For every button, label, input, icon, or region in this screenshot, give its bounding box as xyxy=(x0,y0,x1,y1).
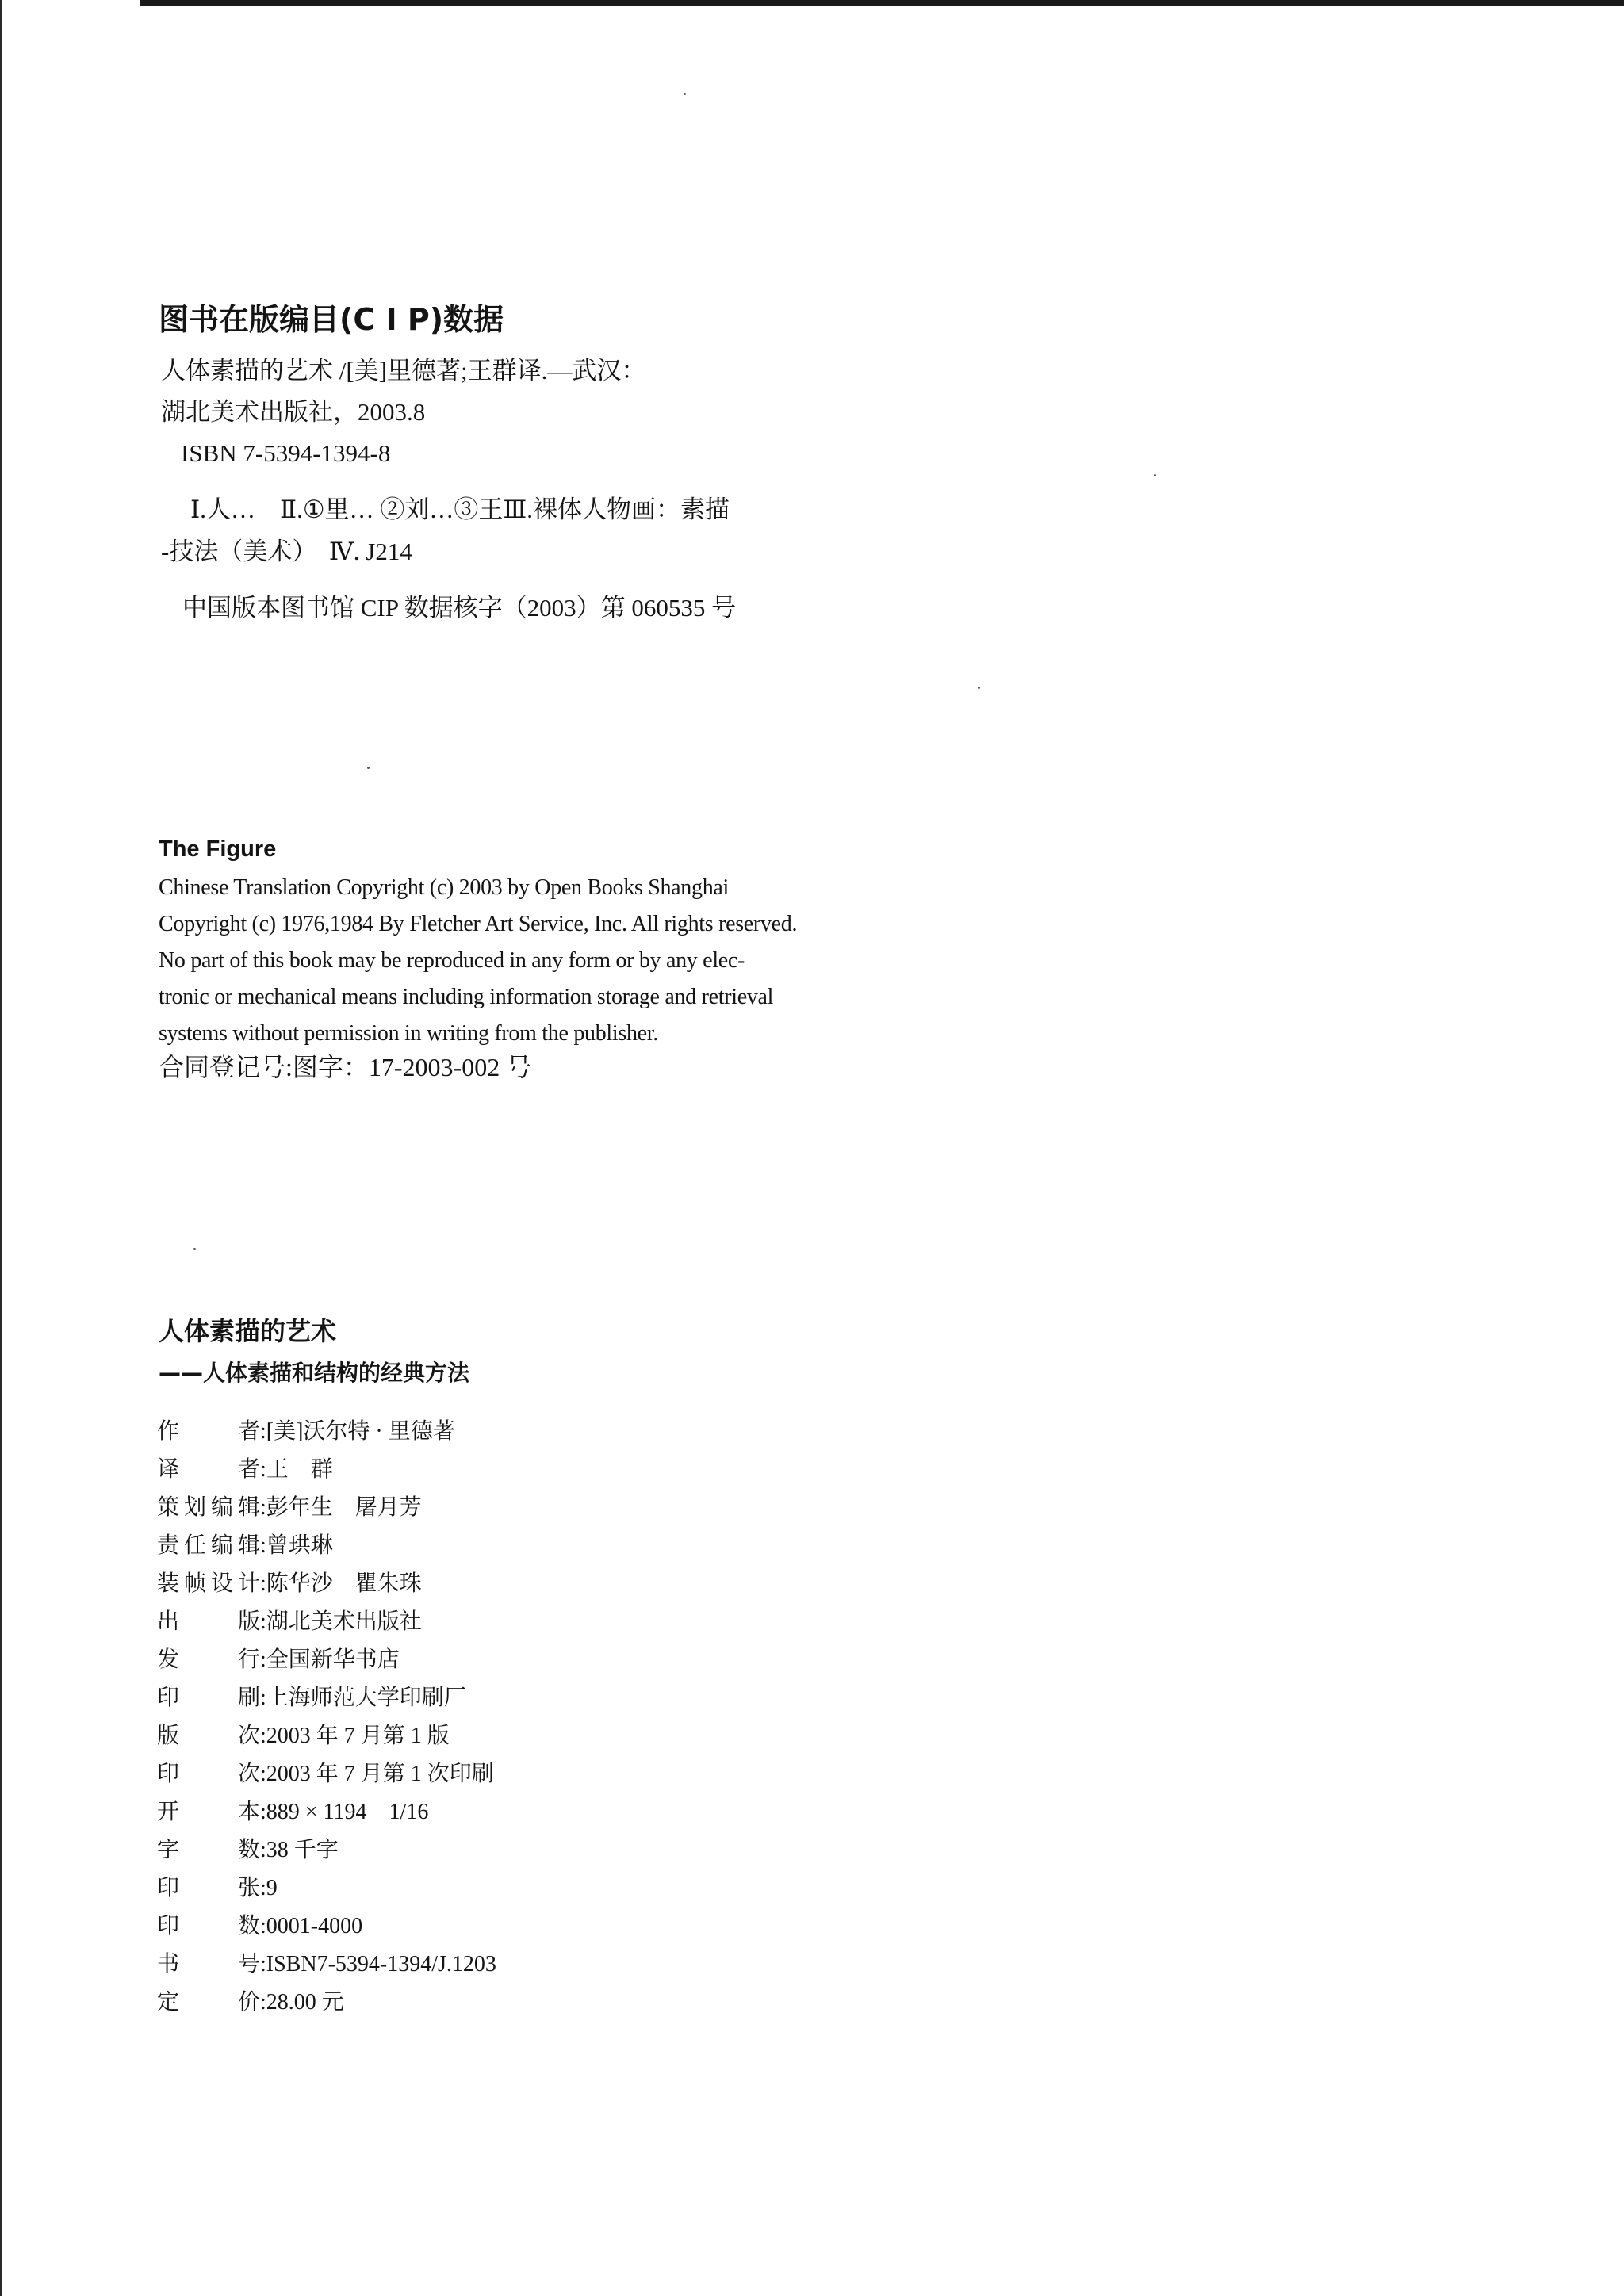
colophon-item: 版次:2003 年 7 月第 1 版 xyxy=(157,1717,496,1755)
colophon-value: 38 千字 xyxy=(266,1838,339,1862)
copyright-line: systems without permission in writing from the publisher. xyxy=(159,1021,658,1046)
colophon-label: 印张 xyxy=(157,1876,260,1900)
colophon-label: 开本 xyxy=(157,1800,260,1824)
cip-heading: 图书在版编目(C I P)数据 xyxy=(159,302,504,337)
colophon-item: 定价:28.00 元 xyxy=(157,1984,496,2022)
colophon-value: [美]沃尔特 · 里德著 xyxy=(266,1419,455,1444)
colophon-label: 印刷 xyxy=(157,1686,260,1710)
scan-speck xyxy=(1154,474,1156,476)
colophon-value: 上海师范大学印刷厂 xyxy=(266,1686,466,1710)
colophon-value: 2003 年 7 月第 1 版 xyxy=(266,1724,450,1748)
colophon-item: 发行:全国新华书店 xyxy=(157,1641,496,1679)
cip-line: 人体素描的艺术 /[美]里德著;王群译.—武汉： xyxy=(161,357,646,385)
copyright-line: tronic or mechanical means including information storage and retrieval xyxy=(159,985,774,1009)
colophon-label: 版次 xyxy=(157,1724,260,1748)
scan-speck xyxy=(193,1248,196,1250)
colophon-value: 湖北美术出版社 xyxy=(266,1609,422,1634)
colophon-item: 印刷:上海师范大学印刷厂 xyxy=(157,1679,496,1717)
colophon-list xyxy=(157,1413,496,2022)
colophon-value: 王 群 xyxy=(266,1457,333,1482)
colophon-label: 装帧设计 xyxy=(157,1571,260,1596)
colophon-label: 策划编辑 xyxy=(157,1495,260,1520)
copyright-line: Chinese Translation Copyright (c) 2003 by Open Books Shanghai xyxy=(159,875,729,900)
copyright-line: Copyright (c) 1976,1984 By Fletcher Art Service, Inc. All rights reserved. xyxy=(159,912,798,936)
colophon-value: ISBN7-5394-1394/J.1203 xyxy=(266,1952,496,1976)
colophon-value: 彭年生 屠月芳 xyxy=(266,1495,422,1520)
scan-speck xyxy=(978,687,980,689)
colophon-label: 责任编辑 xyxy=(157,1533,260,1558)
cip-classification: -技法（美术） Ⅳ. J214 xyxy=(161,538,412,565)
colophon-label: 出版 xyxy=(157,1609,260,1634)
cip-line: 湖北美术出版社，2003.8 xyxy=(161,398,426,426)
colophon-item: 作者:[美]沃尔特 · 里德著 xyxy=(157,1413,496,1451)
colophon-item: 装帧设计:陈华沙 瞿朱珠 xyxy=(157,1565,496,1603)
book-title: 人体素描的艺术 xyxy=(159,1316,337,1346)
colophon-value: 889 × 1194 1/16 xyxy=(266,1800,429,1824)
cip-record-number: 中国版本图书馆 CIP 数据核字（2003）第 060535 号 xyxy=(182,594,737,622)
cip-isbn: ISBN 7-5394-1394-8 xyxy=(181,439,391,467)
colophon-item: 责任编辑:曾珙琳 xyxy=(157,1527,496,1565)
colophon-item: 字数:38 千字 xyxy=(157,1831,496,1869)
colophon-value: 28.00 元 xyxy=(266,1990,344,2015)
colophon-item: 开本:889 × 1194 1/16 xyxy=(157,1793,496,1831)
colophon-item: 印次:2003 年 7 月第 1 次印刷 xyxy=(157,1755,496,1793)
colophon-item: 印张:9 xyxy=(157,1869,496,1908)
book-subtitle: ——人体素描和结构的经典方法 xyxy=(159,1360,470,1386)
colophon-item: 策划编辑:彭年生 屠月芳 xyxy=(157,1489,496,1527)
colophon-value: 0001-4000 xyxy=(266,1914,363,1938)
scan-speck xyxy=(684,93,686,95)
colophon-label: 作者 xyxy=(157,1419,260,1444)
colophon-label: 书号 xyxy=(157,1952,260,1976)
colophon-label: 译者 xyxy=(157,1457,260,1482)
colophon-item: 译者:王 群 xyxy=(157,1451,496,1489)
colophon-value: 全国新华书店 xyxy=(266,1647,400,1672)
original-title: The Figure xyxy=(159,836,277,862)
scan-left-edge xyxy=(0,0,2,2296)
colophon-label: 发行 xyxy=(157,1647,260,1672)
cip-classification: Ⅰ.人… Ⅱ.①里… ②刘…③王Ⅲ.裸体人物画：素描 xyxy=(190,496,730,523)
colophon-label: 印数 xyxy=(157,1914,260,1938)
colophon-label: 印次 xyxy=(157,1762,260,1786)
colophon-value: 9 xyxy=(266,1876,278,1900)
colophon-item: 书号:ISBN7-5394-1394/J.1203 xyxy=(157,1946,496,1984)
colophon-item: 印数:0001-4000 xyxy=(157,1908,496,1946)
copyright-line: No part of this book may be reproduced in any form or by any elec- xyxy=(159,948,745,973)
colophon-label: 字数 xyxy=(157,1838,260,1862)
colophon-label: 定价 xyxy=(157,1990,260,2015)
scan-top-rule xyxy=(140,0,1624,6)
contract-registration: 合同登记号:图字：17-2003-002 号 xyxy=(159,1053,532,1081)
scan-speck xyxy=(367,767,370,769)
colophon-value: 曾珙琳 xyxy=(266,1533,333,1558)
colophon-value: 2003 年 7 月第 1 次印刷 xyxy=(266,1762,494,1786)
colophon-value: 陈华沙 瞿朱珠 xyxy=(266,1571,422,1596)
colophon-item: 出版:湖北美术出版社 xyxy=(157,1603,496,1641)
